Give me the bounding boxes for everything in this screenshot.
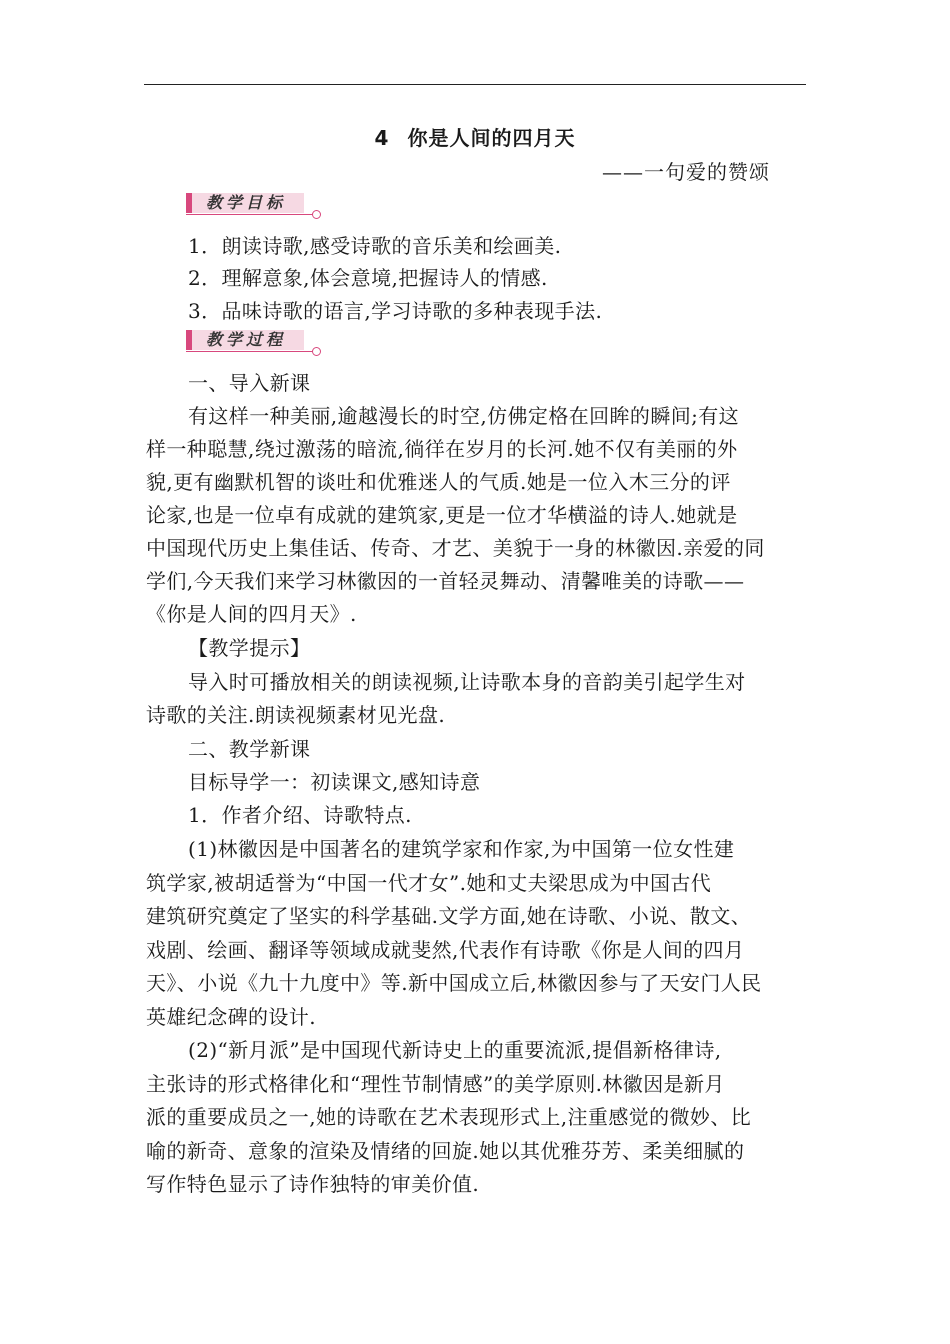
objective-item: 3．品味诗歌的语言,学习诗歌的多种表现手法.	[188, 299, 603, 323]
badge-label: 教学目标	[206, 193, 287, 212]
body-line: 样一种聪慧,绕过激荡的暗流,徜徉在岁月的长河.她不仅有美丽的外	[146, 437, 738, 461]
body-line: 建筑研究奠定了坚实的科学基础.文学方面,她在诗歌、小说、散文、	[146, 904, 752, 928]
body-line: 《你是人间的四月天》.	[146, 602, 357, 626]
badge-underline	[186, 214, 314, 215]
teaching-tip-heading: 【教学提示】	[188, 636, 311, 660]
section-heading: 一、导入新课	[188, 371, 311, 395]
lesson-number: 4	[374, 126, 390, 150]
page-title	[0, 122, 950, 151]
body-line: 喻的新奇、意象的渲染及情绪的回旋.她以其优雅芬芳、柔美细腻的	[146, 1139, 745, 1163]
badge-dot-icon	[312, 347, 321, 356]
page-subtitle: ——一句爱的赞颂	[602, 160, 770, 184]
body-line: 貌,更有幽默机智的谈吐和优雅迷人的气质.她是一位入木三分的评	[146, 470, 731, 494]
body-line: 中国现代历史上集佳话、传奇、才艺、美貌于一身的林徽因.亲爱的同	[146, 536, 765, 560]
body-line: 诗歌的关注.朗读视频素材见光盘.	[146, 703, 446, 727]
header-rule	[144, 84, 806, 85]
section-badge-process	[186, 330, 324, 356]
body-line: 英雄纪念碑的设计.	[146, 1005, 316, 1029]
body-line: 1．作者介绍、诗歌特点.	[188, 803, 412, 827]
section-heading: 二、教学新课	[188, 737, 311, 761]
body-line: 天》、小说《九十九度中》等.新中国成立后,林徽因参与了天安门人民	[146, 971, 762, 995]
section-badge-objectives	[186, 193, 324, 219]
badge-underline	[186, 351, 314, 352]
body-line: 写作特色显示了诗作独特的审美价值.	[146, 1172, 480, 1196]
body-line: 派的重要成员之一,她的诗歌在艺术表现形式上,注重感觉的微妙、比	[146, 1105, 752, 1129]
body-line: 戏剧、绘画、翻译等领域成就斐然,代表作有诗歌《你是人间的四月	[146, 938, 745, 962]
body-line: (2)“新月派”是中国现代新诗史上的重要流派,提倡新格律诗,	[188, 1038, 722, 1062]
body-line: 有这样一种美丽,逾越漫长的时空,仿佛定格在回眸的瞬间;有这	[188, 404, 740, 428]
badge-dot-icon	[312, 210, 321, 219]
body-line: 筑学家,被胡适誉为“中国一代才女”.她和丈夫梁思成为中国古代	[146, 871, 712, 895]
body-line: (1)林徽因是中国著名的建筑学家和作家,为中国第一位女性建	[188, 837, 735, 861]
objective-item: 1．朗读诗歌,感受诗歌的音乐美和绘画美.	[188, 234, 562, 258]
body-line: 学们,今天我们来学习林徽因的一首轻灵舞动、清馨唯美的诗歌——	[146, 569, 745, 593]
badge-label: 教学过程	[206, 330, 287, 349]
objective-item: 2．理解意象,体会意境,把握诗人的情感.	[188, 266, 548, 290]
body-line: 论家,也是一位卓有成就的建筑家,更是一位才华横溢的诗人.她就是	[146, 503, 738, 527]
body-line: 导入时可播放相关的朗读视频,让诗歌本身的音韵美引起学生对	[188, 670, 746, 694]
lesson-title: 你是人间的四月天	[407, 126, 576, 150]
subsection-heading: 目标导学一：初读课文,感知诗意	[188, 770, 481, 794]
body-line: 主张诗的形式格律化和“理性节制情感”的美学原则.林徽因是新月	[146, 1072, 725, 1096]
